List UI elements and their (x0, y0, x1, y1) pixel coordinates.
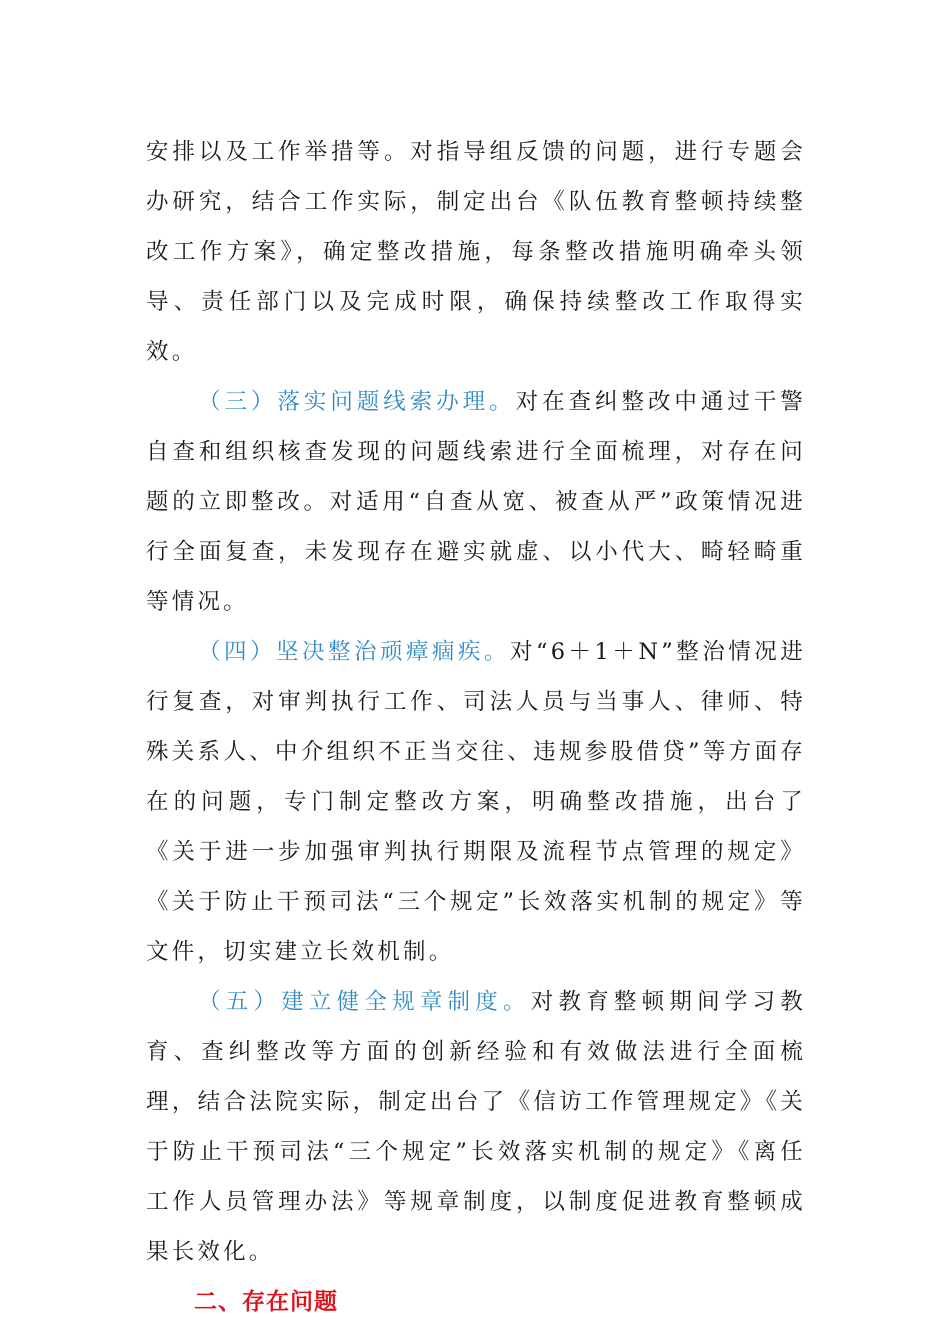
paragraph-3-text: 对“6＋1＋N”整治情况进行复查，对审判执行工作、司法人员与当事人、律师、特殊关系人、中介组织不正当交往、违规参股借贷”等方面存在的问题，专门制定整改方案，明确整改措施，出台了《关于进一步加强审判执行期限及流程节点管理的规定》《关于防止干预司法“三个规定”长效落实机制的规定》等文件，切实建立长效机制。 (146, 639, 806, 965)
paragraph-4-text: 对教育整顿期间学习教育、查纠整改等方面的创新经验和有效做法进行全面梳理，结合法院实际，制定出台了《信访工作管理规定》《关于防止干预司法“三个规定”长效落实机制的规定》《离任工作人员管理办法》等规章制度，以制度促进教育整顿成果长效化。 (146, 989, 806, 1265)
paragraph-4 (146, 977, 806, 1277)
document-body (146, 127, 806, 1327)
paragraph-2-text: 对在查纠整改中通过干警自查和组织核查发现的问题线索进行全面梳理，对存在问题的立即整改。对适用“自查从宽、被查从严”政策情况进行全面复查，未发现存在避实就虚、以小代大、畸轻畸重等情况。 (146, 389, 807, 615)
section-title: 二、存在问题 (194, 1289, 338, 1315)
subheading-4: （四）坚决整治顽瘴痼疾。 (198, 639, 511, 665)
paragraph-2 (146, 377, 806, 627)
paragraph-1 (146, 127, 806, 377)
paragraph-1-text: 安排以及工作举措等。对指导组反馈的问题，进行专题会办研究，结合工作实际，制定出台《队伍教育整顿持续整改工作方案》，确定整改措施，每条整改措施明确牵头领导、责任部门以及完成时限，确保持续整改工作取得实效。 (146, 139, 806, 365)
paragraph-3 (146, 627, 806, 977)
subheading-5: （五）建立健全规章制度。 (198, 989, 531, 1015)
subheading-3: （三）落实问题线索办理。 (198, 389, 516, 415)
